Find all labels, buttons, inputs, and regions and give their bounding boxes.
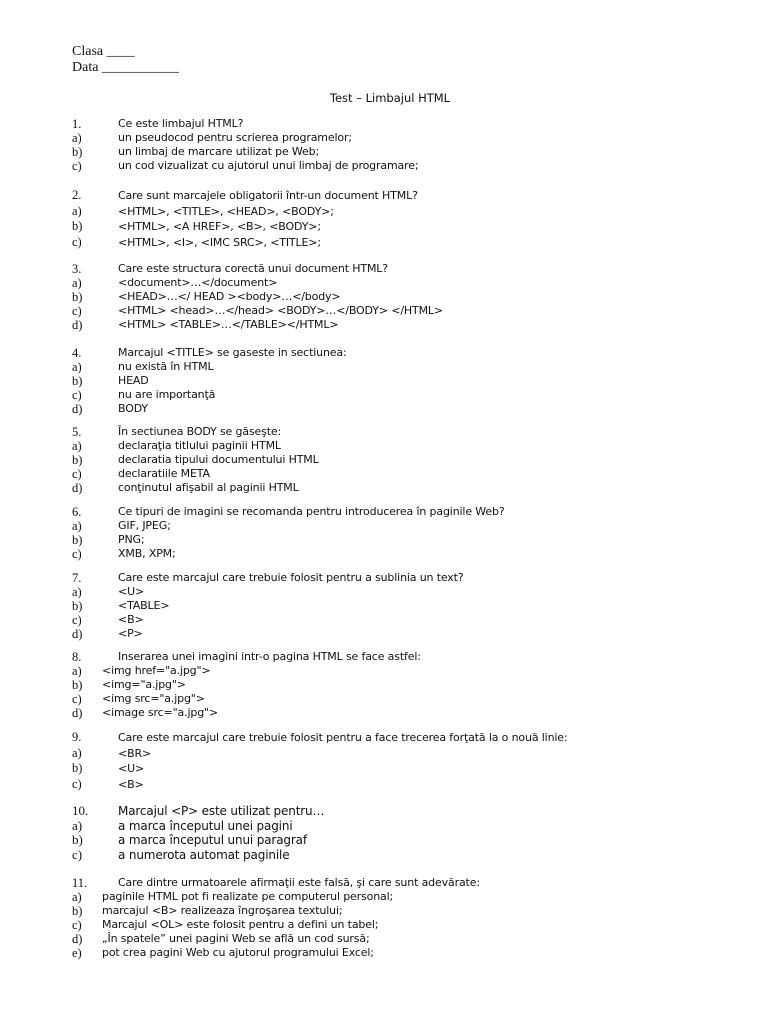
option-label: b) — [72, 599, 83, 613]
question-5 — [72, 425, 732, 495]
question-number: 11. — [72, 876, 88, 890]
option-text: XMB, XPM; — [118, 547, 176, 560]
option-text: <HTML>, <I>, <IMC SRC>, <TITLE>; — [118, 235, 321, 249]
option-label: b) — [72, 145, 83, 159]
option-text: <HTML> <TABLE>…</TABLE></HTML> — [118, 318, 339, 331]
question-2 — [72, 188, 732, 250]
option-text: <HTML>, <A HREF>, <B>, <BODY>; — [118, 220, 321, 233]
option-label: a) — [72, 745, 82, 760]
option-text: nu are importanţă — [118, 388, 216, 401]
option-text: <P> — [118, 627, 143, 640]
option-label: a) — [72, 890, 82, 904]
option-text: <B> — [118, 613, 144, 626]
question-number: 4. — [72, 346, 82, 360]
option-text: „În spatele” unei pagini Web se află un cod sursă; — [102, 932, 370, 945]
question-number: 5. — [72, 425, 82, 439]
option-text: <U> — [118, 585, 145, 598]
option-label: a) — [72, 203, 82, 218]
option-text: <HTML> <head>…</head> <BODY>…</BODY> </HTML> — [118, 304, 443, 317]
option-label: b) — [72, 453, 83, 467]
question-number: 7. — [72, 571, 82, 585]
question-text: Care este marcajul care trebuie folosit pentru a face trecerea forţată la o nouă linie: — [118, 731, 568, 744]
question-text: Ce este limbajul HTML? — [118, 117, 244, 130]
option-text: declaratiile META — [118, 467, 210, 480]
option-text: <image src="a.jpg"> — [102, 706, 218, 719]
option-label: c) — [72, 547, 82, 561]
option-text: pot crea pagini Web cu ajutorul programului Excel; — [102, 946, 374, 959]
option-text: un cod vizualizat cu ajutorul unui limbaj de programare; — [118, 159, 419, 172]
option-text: PNG; — [118, 533, 145, 546]
option-text: paginile HTML pot fi realizate pe computerul personal; — [102, 890, 394, 903]
class-field: Clasa ____ — [72, 44, 135, 59]
option-text: <document>…</document> — [118, 276, 278, 289]
option-label: a) — [72, 817, 83, 833]
question-text: În sectiunea BODY se găseşte: — [118, 425, 282, 438]
option-text: <TABLE> — [118, 599, 170, 612]
option-text: <U> — [118, 762, 145, 775]
option-label: c) — [72, 234, 82, 249]
option-label: a) — [72, 360, 82, 374]
option-text: HEAD — [118, 374, 149, 387]
option-text: a numerota automat paginile — [118, 847, 290, 862]
option-text: <img src="a.jpg"> — [102, 692, 205, 705]
question-number: 1. — [72, 117, 82, 131]
question-number: 9. — [72, 730, 82, 744]
option-text: declaraţia titlului paginii HTML — [118, 439, 281, 452]
question-number: 3. — [72, 262, 82, 276]
question-number: 8. — [72, 650, 82, 664]
option-text: <HEAD>…</ HEAD ><body>…</body> — [118, 290, 341, 303]
option-label: d) — [72, 402, 83, 416]
option-label: c) — [72, 918, 82, 932]
question-9 — [72, 730, 732, 792]
question-4 — [72, 346, 732, 416]
question-text: Care este structura corectă unui document HTML? — [118, 262, 388, 275]
option-text: Marcajul <OL> este folosit pentru a defini un tabel; — [102, 918, 379, 931]
option-label: a) — [72, 276, 82, 290]
option-label: a) — [72, 131, 82, 145]
option-text: un limbaj de marcare utilizat pe Web; — [118, 145, 320, 158]
option-text: un pseudocod pentru scrierea programelor; — [118, 131, 352, 144]
option-label: c) — [72, 388, 82, 402]
question-text: Care sunt marcajele obligatorii într-un document HTML? — [118, 189, 418, 202]
option-label: d) — [72, 481, 83, 495]
option-text: declaratia tipului documentului HTML — [118, 453, 319, 466]
option-label: b) — [72, 290, 83, 304]
option-label: c) — [72, 846, 83, 862]
question-6 — [72, 505, 732, 561]
question-number: 10. — [72, 803, 89, 818]
option-label: c) — [72, 304, 82, 318]
option-label: a) — [72, 519, 82, 533]
option-label: c) — [72, 613, 82, 627]
option-label: e) — [72, 946, 82, 960]
question-7 — [72, 571, 732, 641]
question-text: Inserarea unei imagini intr-o pagina HTML se face astfel: — [118, 650, 421, 663]
option-label: b) — [72, 678, 83, 692]
question-text: Marcajul <P> este utilizat pentru… — [118, 804, 325, 818]
option-label: b) — [72, 219, 83, 233]
option-label: c) — [72, 159, 82, 173]
question-text: Ce tipuri de imagini se recomanda pentru introducerea în paginile Web? — [118, 505, 505, 518]
option-label: d) — [72, 932, 83, 946]
option-label: b) — [72, 761, 83, 775]
option-label: b) — [72, 533, 83, 547]
option-text: <BR> — [118, 746, 152, 760]
option-label: a) — [72, 585, 82, 599]
question-10 — [72, 804, 732, 862]
option-label: a) — [72, 439, 82, 453]
option-label: d) — [72, 318, 83, 332]
question-3 — [72, 262, 732, 332]
option-text: GIF, JPEG; — [118, 519, 171, 532]
option-text: a marca începutul unui paragraf — [118, 833, 307, 847]
date-field: Data ___________ — [72, 60, 179, 75]
option-text: a marca începutul unei pagini — [118, 818, 293, 833]
option-label: d) — [72, 627, 83, 641]
option-text: marcajul <B> realizeaza îngroşarea textului; — [102, 904, 343, 917]
option-label: a) — [72, 664, 82, 678]
option-label: b) — [72, 374, 83, 388]
option-text: <img href="a.jpg"> — [102, 664, 211, 677]
option-label: b) — [72, 832, 83, 847]
question-11 — [72, 876, 732, 960]
page-title: Test – Limbajul HTML — [329, 91, 451, 105]
option-label: d) — [72, 706, 83, 720]
question-text: Care este marcajul care trebuie folosit pentru a sublinia un text? — [118, 571, 464, 584]
option-label: c) — [72, 692, 82, 706]
option-label: c) — [72, 467, 82, 481]
option-label: c) — [72, 776, 82, 791]
option-text: conţinutul afişabil al paginii HTML — [118, 481, 299, 494]
option-label: b) — [72, 904, 83, 918]
option-text: <B> — [118, 777, 144, 791]
question-text: Marcajul <TITLE> se gaseste in sectiunea: — [118, 346, 347, 359]
question-text: Care dintre urmatoarele afirmaţii este falsă, şi care sunt adevărate: — [118, 876, 480, 889]
question-number: 2. — [72, 188, 82, 202]
question-8 — [72, 650, 732, 720]
question-1 — [72, 117, 732, 173]
option-text: BODY — [118, 402, 148, 415]
option-text: <img="a.jpg"> — [102, 678, 186, 691]
option-text: nu există în HTML — [118, 360, 214, 373]
option-text: <HTML>, <TITLE>, <HEAD>, <BODY>; — [118, 204, 334, 218]
question-number: 6. — [72, 505, 82, 519]
